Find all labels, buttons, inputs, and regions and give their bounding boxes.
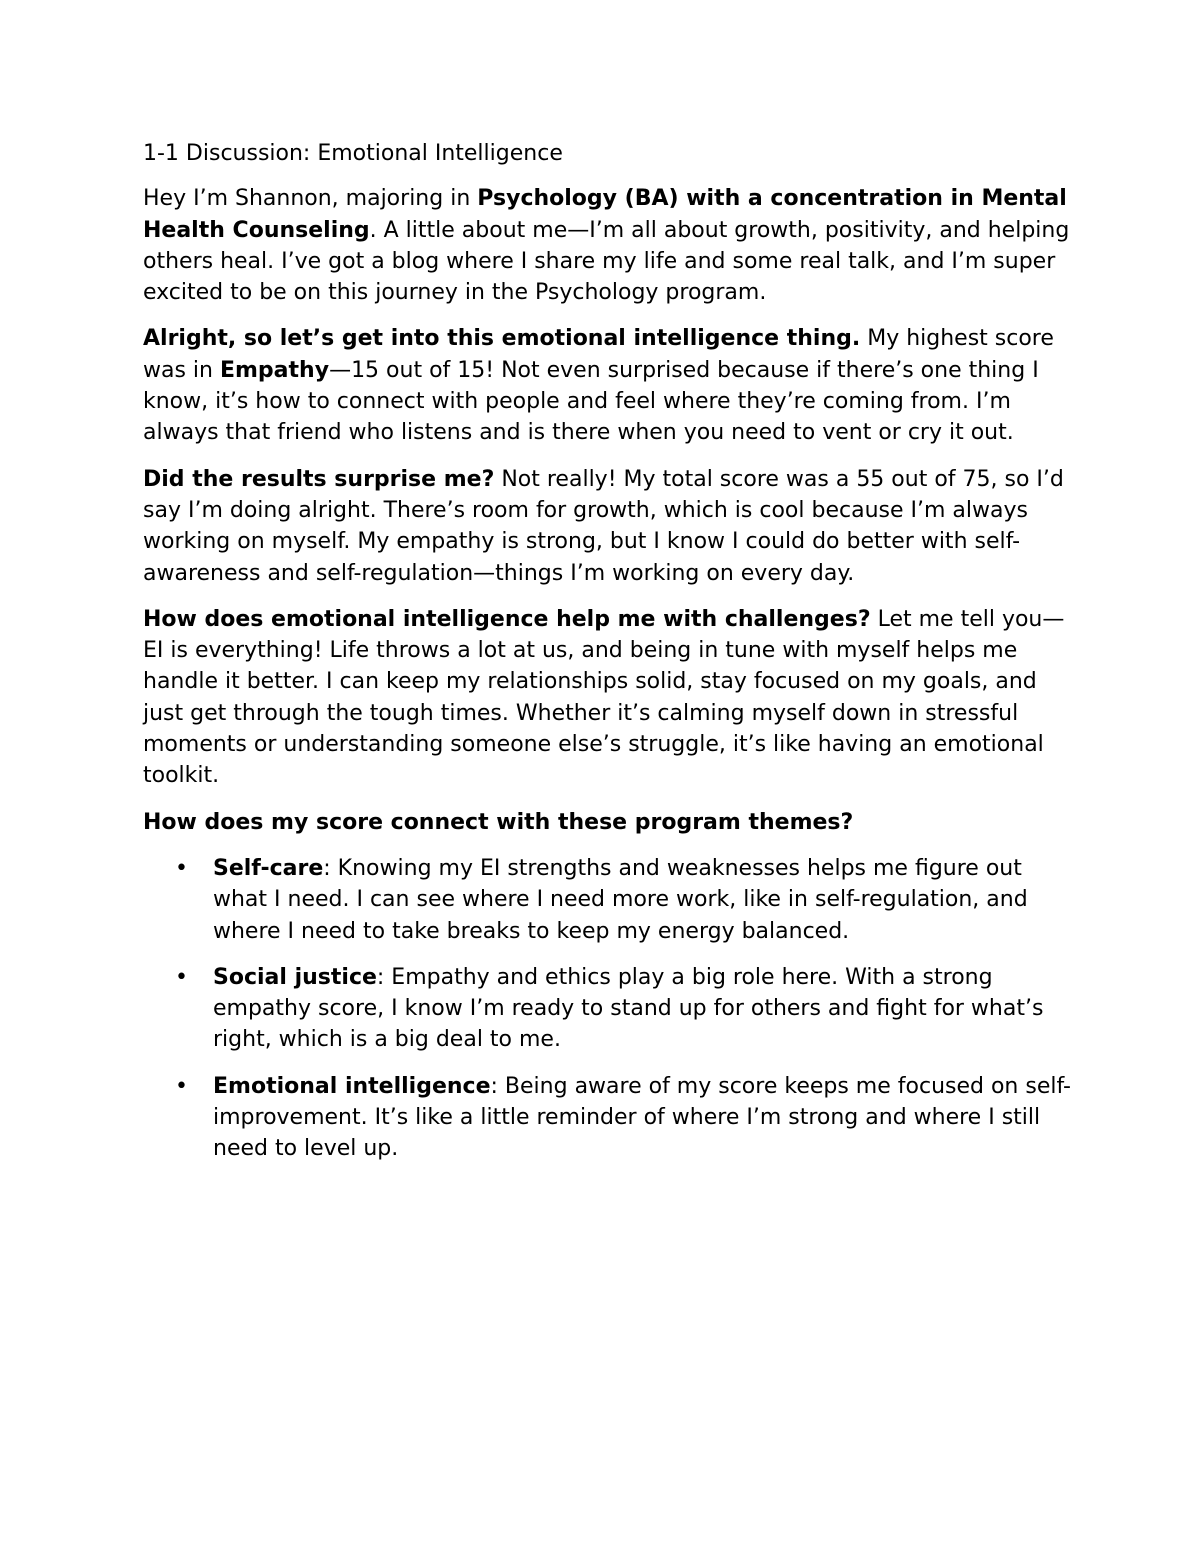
theme-text: : Knowing my EI strengths and weaknesses helps me figure out what I need. I can see where I need more work, like in self-regulation, and where I need to take breaks to keep my energy balanced. xyxy=(213,855,1028,944)
intro-lead-text: Hey I’m Shannon, majoring in xyxy=(143,186,478,212)
bullet-icon: • xyxy=(175,1073,188,1099)
theme-term: Self-care xyxy=(213,855,324,881)
challenges-paragraph-heading: How does emotional intelligence help me with challenges? xyxy=(143,606,871,632)
document-body xyxy=(143,138,1073,1180)
list-item-social-justice xyxy=(143,962,1073,1056)
major-bold-text: Psychology (BA) with a concentration in Mental Health Counseling xyxy=(143,186,1067,243)
intro-paragraph xyxy=(143,183,1073,308)
theme-text: : Empathy and ethics play a big role here. With a strong empathy score, I know I’m ready to stand up for others and fight for what’s right, which is a big deal to me. xyxy=(213,964,1044,1053)
challenges-paragraph xyxy=(143,604,1073,792)
surprise-paragraph-text: Not really! My total score was a 55 out of 75, so I’d say I’m doing alright. There’s room for growth, which is cool because I’m always working on myself. My empathy is strong, but I know I could do better with self-awareness and self-regulation—things I’m working on every day. xyxy=(143,466,1064,586)
themes-list xyxy=(143,853,1073,1165)
empathy-paragraph-text-2: —15 out of 15! Not even surprised because if there’s one thing I know, it’s how to connect with people and feel where they’re coming from. I’m always that friend who listens and is there when you need to vent or cry it out. xyxy=(143,357,1039,446)
list-item-self-care xyxy=(143,853,1073,947)
theme-term: Emotional intelligence xyxy=(213,1073,491,1099)
theme-text: : Being aware of my score keeps me focused on self-improvement. It’s like a little reminder of where I’m strong and where I still need to level up. xyxy=(213,1073,1071,1162)
challenges-paragraph-text: Let me tell you—EI is everything! Life throws a lot at us, and being in tune with myself helps me handle it better. I can keep my relationships solid, stay focused on my goals, and just get through the tough times. Whether it’s calming myself down in stressful moments or understanding someone else’s struggle, it’s like having an emotional toolkit. xyxy=(143,606,1065,789)
empathy-paragraph xyxy=(143,323,1073,448)
bullet-icon: • xyxy=(175,855,188,881)
surprise-paragraph xyxy=(143,464,1073,589)
bullet-icon: • xyxy=(175,964,188,990)
empathy-paragraph-text-1: My highest score was in xyxy=(143,326,1054,383)
list-item-emotional-intelligence xyxy=(143,1071,1073,1165)
document-title: 1-1 Discussion: Emotional Intelligence xyxy=(143,141,563,166)
empathy-paragraph-heading: Alright, so let’s get into this emotional intelligence thing. xyxy=(143,326,861,352)
themes-heading-text: How does my score connect with these program themes? xyxy=(143,809,854,835)
intro-rest-text: . A little about me—I’m all about growth, positivity, and helping others heal. I’ve got a blog where I share my life and some real talk, and I’m super excited to be on this journey in the Psychology program. xyxy=(143,217,1070,306)
empathy-bold-text: Empathy xyxy=(219,357,330,383)
theme-term: Social justice xyxy=(213,964,377,990)
themes-heading xyxy=(143,807,1073,838)
surprise-paragraph-heading: Did the results surprise me? xyxy=(143,466,495,492)
